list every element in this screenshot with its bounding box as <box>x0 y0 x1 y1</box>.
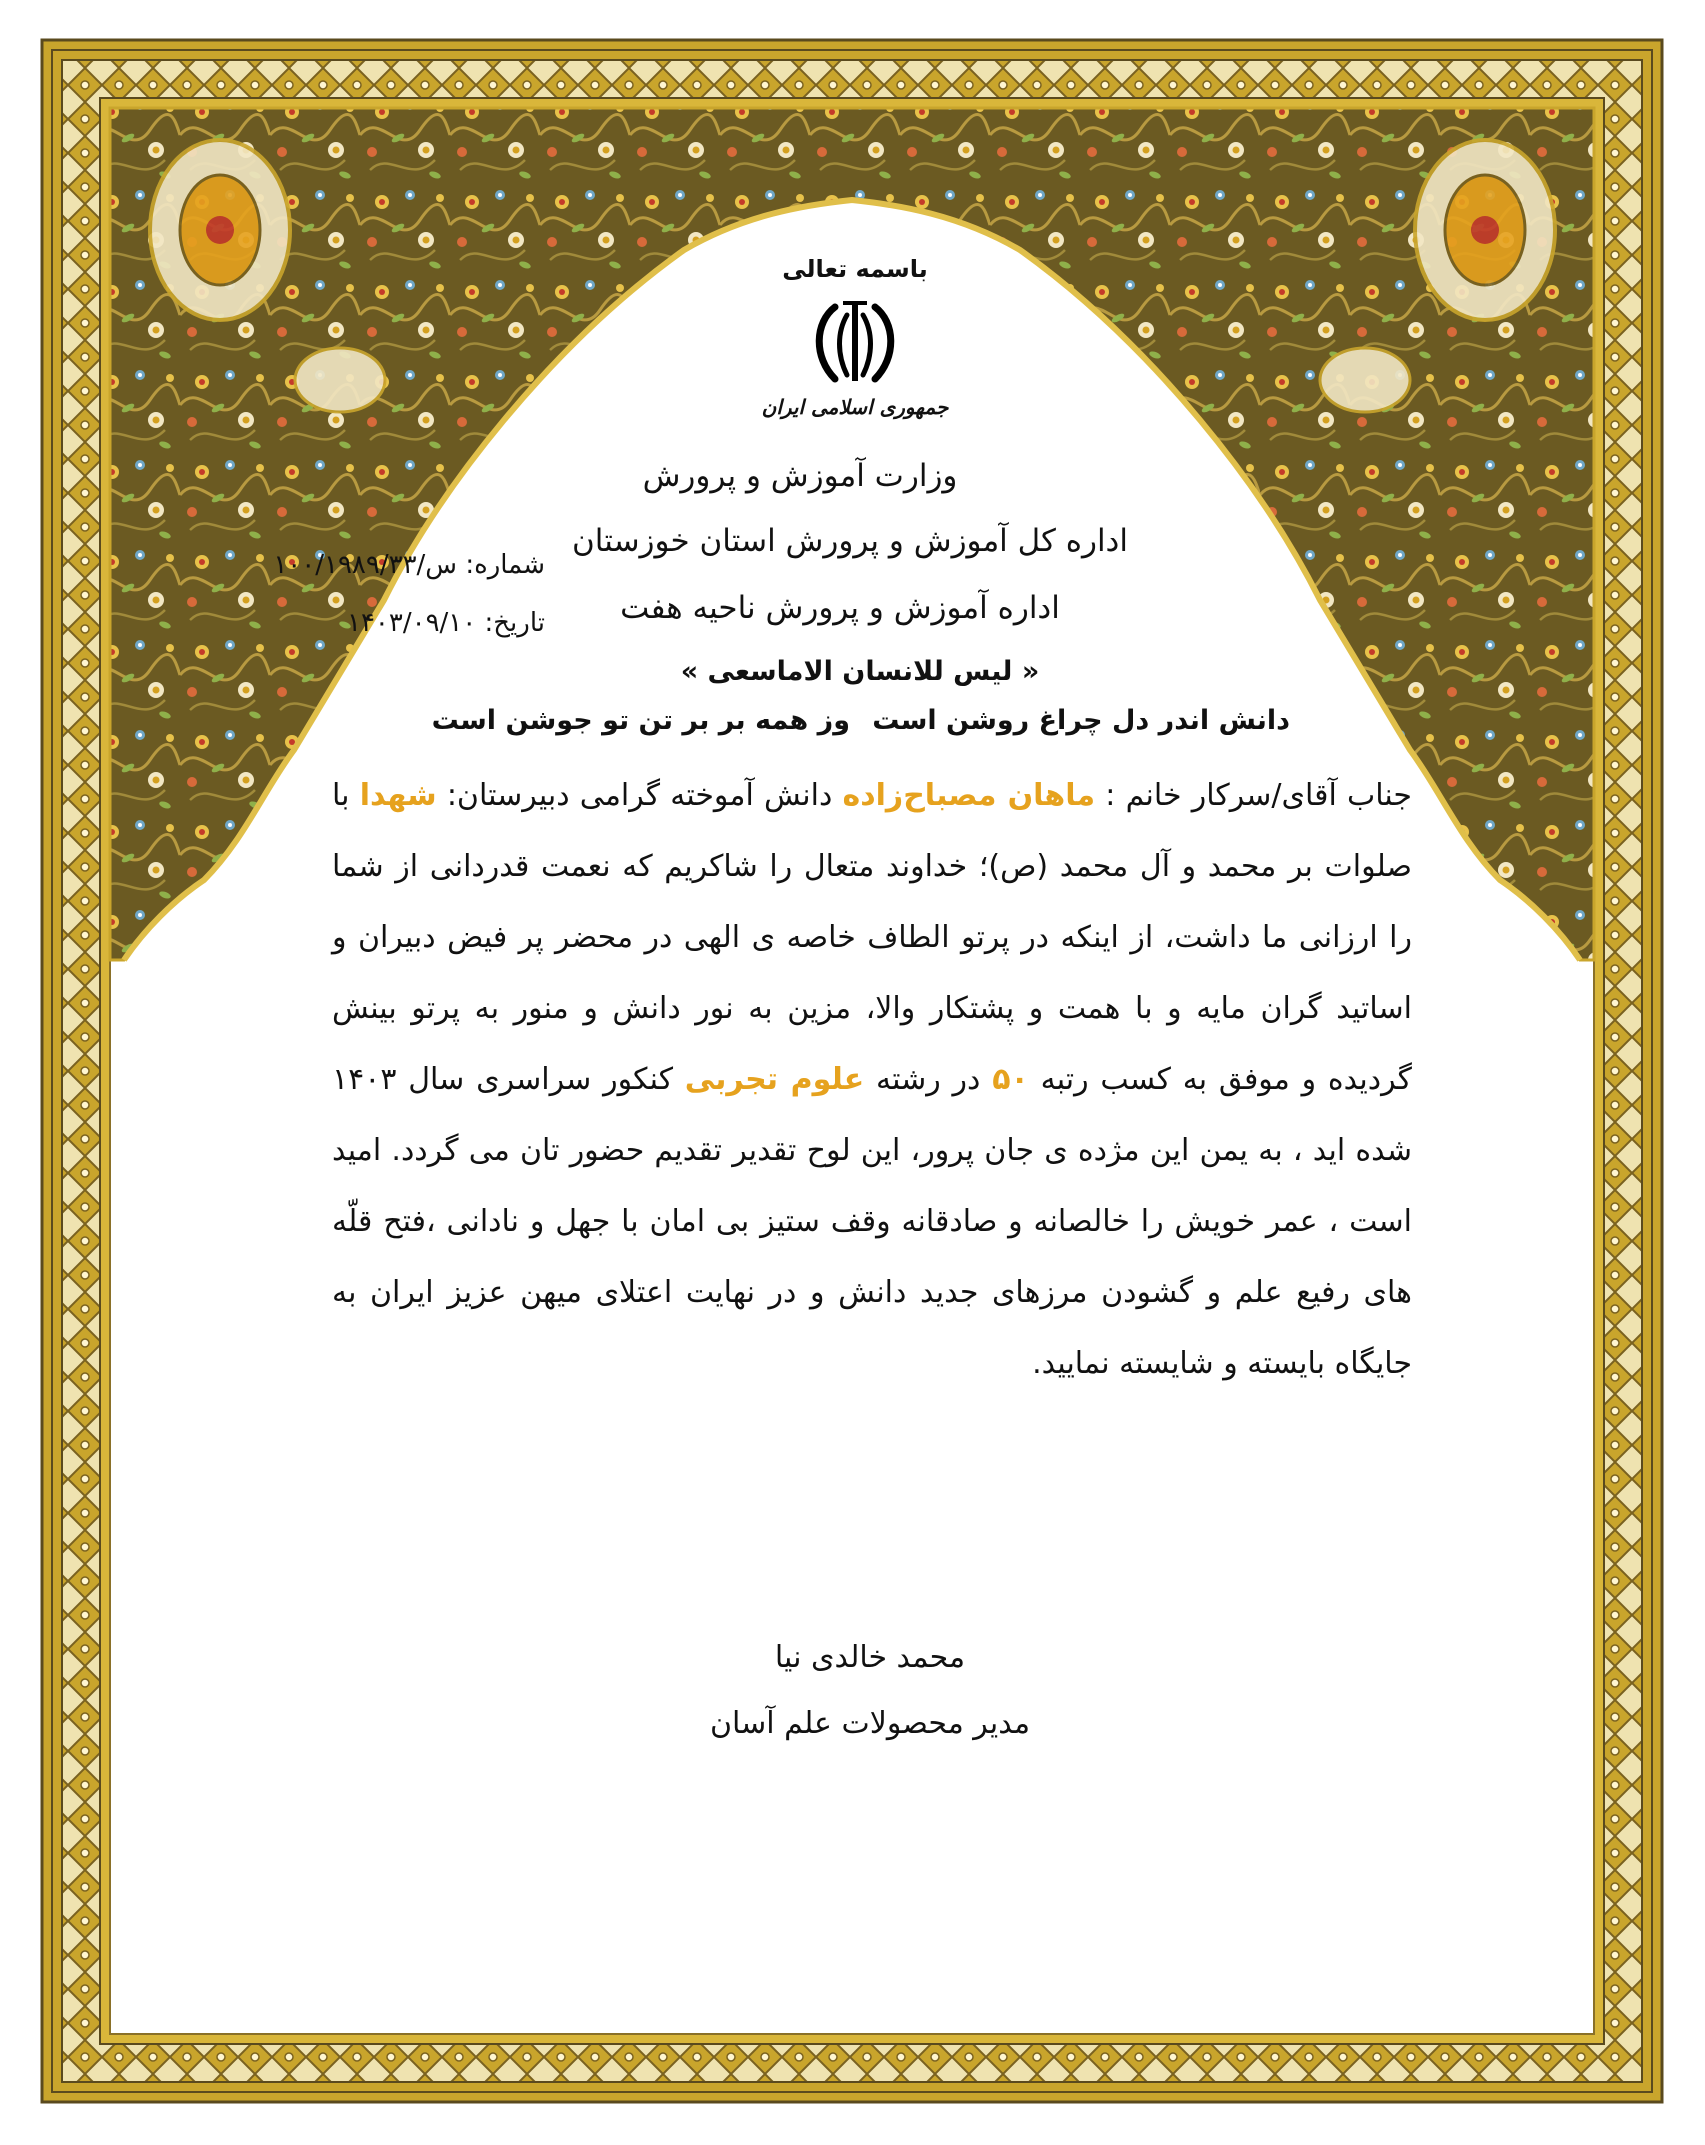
district-office-heading: اداره آموزش و پرورش ناحیه هفت <box>620 590 1060 626</box>
poem-left-hemistich: وز همه بر بر تن تو جوشن است <box>431 705 850 736</box>
certificate-body <box>332 760 1412 1399</box>
salutation-middle: دانش آموخته گرامی دبیرستان: <box>446 778 833 813</box>
number-value: س/۱۰۰/۱۹۸۹/۳۳ <box>273 550 458 580</box>
body-text-1: با صلوات بر محمد و آل محمد (ص)؛ خداوند متعال را شاکریم که نعمت قدردانی از شما را ارزانی ما داشت، از اینکه در پرتو الطاف خاصه ی الهی در محضر پر فیض دبیران و اساتید گران مایه و با همت و پشتکار والا، مزین به نور دانش و منور به پرتو بینش گردیده و موفق به کسب رتبه <box>332 778 1412 1097</box>
letter-date <box>305 608 545 638</box>
field-name: علوم تجربی <box>684 1062 865 1097</box>
student-name: ماهان مصباح‌زاده <box>842 778 1096 813</box>
date-value: ۱۴۰۳/۰۹/۱۰ <box>346 608 477 638</box>
bismillah-text: باسمه تعالی <box>782 255 928 283</box>
signatory-name: محمد خالدی نیا <box>774 1640 966 1675</box>
emblem-caption: جمهوری اسلامی ایران <box>761 395 949 419</box>
rank-value: ۵۰ <box>992 1062 1029 1097</box>
body-text-3: کنکور سراسری سال ۱۴۰۳ شده اید ، به یمن این مژده ی جان پرور، این لوح تقدیر تقدیم حضور تان می گردد. امید است ، عمر خویش را خالصانه و صادقانه وقف ستیز بی امان با جهل و نادانی ،فتح قلّه های رفیع علم و گشودن مرزهای جدید دانش و در نهایت اعتلای میهن عزیز ایران به جایگاه بایسته و شایسته نمایید. <box>332 1062 1412 1381</box>
poem-right-hemistich: دانش اندر دل چراغ روشن است <box>872 705 1290 736</box>
school-name: شهدا <box>359 778 437 813</box>
signatory-title: مدیر محصولات علم آسان <box>709 1706 1031 1741</box>
date-label: تاریخ: <box>484 608 545 638</box>
salutation-prefix: جناب آقای/سرکار خانم : <box>1105 778 1412 813</box>
national-emblem-icon <box>805 297 905 387</box>
motto: « لیس للانسان الاماسعی » <box>680 656 1040 687</box>
general-office-heading: اداره کل آموزش و پرورش استان خوزستان <box>572 523 1128 559</box>
letter-number <box>275 550 545 580</box>
emblem-of-iran <box>760 255 950 435</box>
body-text-2: در رشته <box>876 1062 981 1097</box>
ministry-heading: وزارت آموزش و پرورش <box>642 458 958 494</box>
number-label: شماره: <box>465 550 545 580</box>
